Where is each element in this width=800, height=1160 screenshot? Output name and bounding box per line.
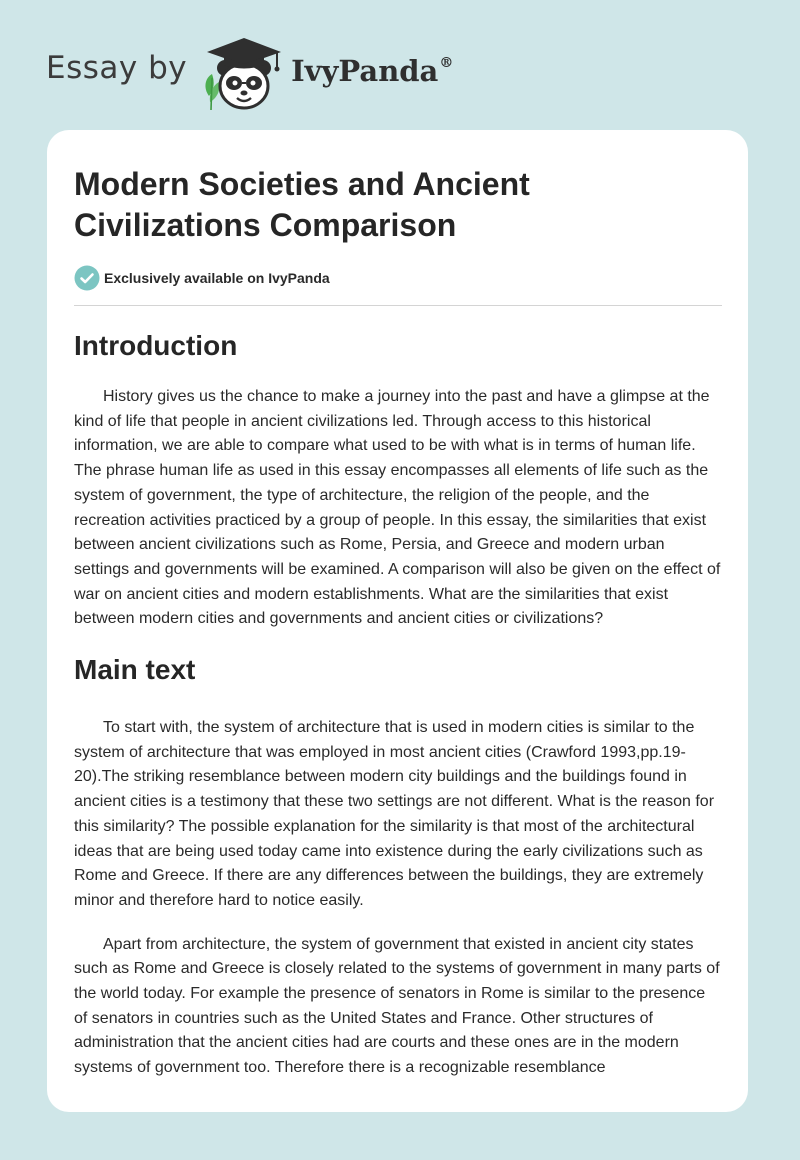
site-header	[46, 32, 453, 112]
check-circle-icon	[74, 265, 100, 291]
paragraph: History gives us the chance to make a journey into the past and have a glimpse at the kind of life that people in ancient civilizations led. Through access to this historical information, we are able to compare what used to be with what is in terms of human life. The phrase human life as used in this essay encompasses all elements of life such as the system of government, the type of architecture, the religion of the people, and the recreation activities practiced by a group of people. In this essay, the similarities that exist between ancient civilizations such as Rome, Persia, and Greece and modern urban settings and governments will be examined. A comparison will also be given on the effect of war on ancient cities and modern establishments. What are the similarities that exist between modern cities and governments and ancient cities or civilizations?	[74, 388, 721, 628]
brand-prefix: Essay by	[46, 50, 188, 86]
panda-graduate-icon	[199, 32, 289, 112]
exclusive-badge-text: Exclusively available on IvyPanda	[104, 270, 330, 286]
essay-card	[47, 130, 748, 1112]
section-heading: Main text	[74, 654, 196, 686]
brand-name: IvyPanda®	[291, 54, 454, 88]
paragraph: To start with, the system of architecture that is used in modern cities is similar to the system of architecture that was employed in most ancient cities (Crawford 1993,pp.19-20).The striking resemblance between modern city buildings and the buildings found in ancient cities is a testimony that these two settings are not different. What is the reason for this similarity? The possible explanation for the similarity is that most of the architectural ideas that are being used today came into existence during the early civilizations such as Rome and Greece. If there are any differences between the buildings, they are extremely minor and therefore hard to notice easily.	[74, 719, 715, 909]
section-introduction	[74, 328, 722, 632]
paragraph: Apart from architecture, the system of government that existed in ancient city states such as Rome and Greece is closely related to the systems of government in many parts of the world today. For example the presence of senators in Rome is similar to the presence of senators in countries such as the United States and France. Other structures of administration that the ancient cities had are courts and these ones are in the modern systems of government too. Therefore there is a recognizable resemblance	[74, 935, 720, 1077]
section-main-text	[74, 652, 722, 1081]
registered-mark: ®	[439, 55, 454, 71]
section-heading: Introduction	[74, 330, 238, 361]
essay-title: Modern Societies and Ancient Civilizations Comparison	[74, 166, 530, 243]
exclusive-badge	[74, 264, 722, 292]
title-divider	[74, 305, 722, 306]
